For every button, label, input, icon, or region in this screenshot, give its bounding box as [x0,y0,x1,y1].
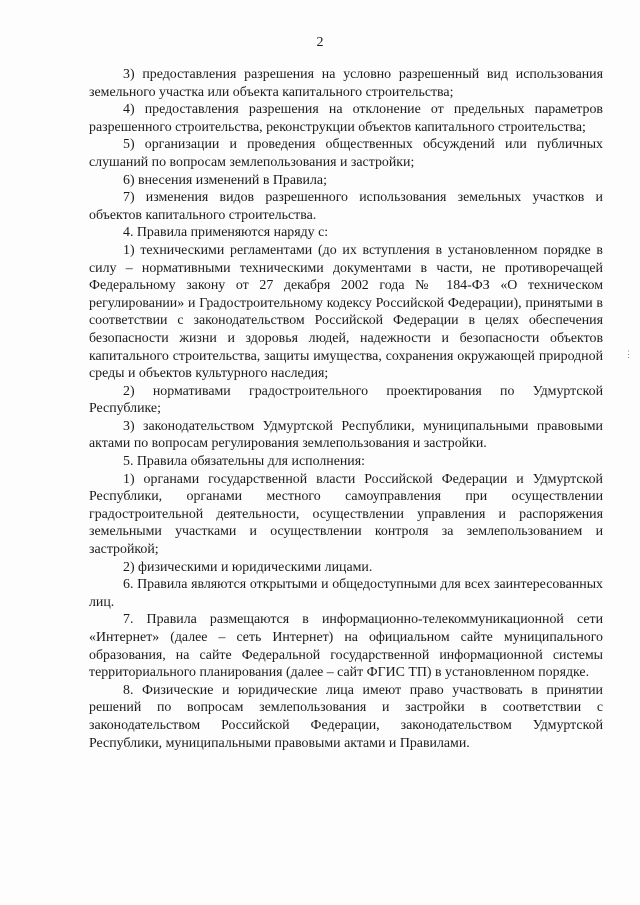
paragraph-section-4-item-2: 2) нормативами градостроительного проектирования по Удмуртской Республике; [89,383,603,417]
page-number: 2 [316,35,324,50]
paragraph-item-3-conditional-permit: 3) предоставления разрешения на условно разрешенный вид использования земельного участка или объекта капитального строительства; [89,67,603,100]
document-body [89,66,603,752]
paragraph-section-6: 6. Правила являются открытыми и общедоступными для всех заинтересованных лиц. [89,577,603,610]
paragraph-item-6-amendments: 6) внесения изменений в Правила; [123,172,327,188]
paragraph-item-5-public-hearings: 5) организации и проведения общественных обсуждений или публичных слушаний по вопросам землепользования и застройки; [89,137,603,170]
margin-scan-mark: ⋮ [624,349,633,359]
paragraph-item-7-land-use-change: 7) изменения видов разрешенного использования земельных участков и объектов капитального строительства. [89,190,603,223]
paragraph-section-5-item-1: 1) органами государственной власти Российской Федерации и Удмуртской Республики, органами местного самоуправления при осуществлении градостроительной деятельности, осуществлении управления и распоряжения земельными участками и осуществлении контроля за землепользованием и застройкой; [89,471,603,558]
paragraph-section-4-item-1: 1) техническими регламентами (до их вступления в установленном порядке в силу – нормативными техническими документами в части, не противоречащей Федеральному закону от 27 декабря 2002 года № 184-ФЗ «О техническом регулировании» и Градостроительному кодексу Российской Федерации), принятыми в соответствии с законодательством Российской Федерации в целях обеспечения безопасности жизни и здоровья людей, надежности и безопасности объектов капитального строительства, защиты имущества, сохранения окружающей природной среды и объектов культурного наследия; [89,242,603,382]
paragraph-section-7: 7. Правила размещаются в информационно-телекоммуникационной сети «Интернет» (далее – сеть Интернет) на официальном сайте муниципального образования, на сайте Федеральной государственной информационной системы территориального планирования (далее – сайт ФГИС ТП) в установленном порядке. [89,612,603,681]
paragraph-section-4-heading: 4. Правила применяются наряду с: [123,225,329,241]
paragraph-section-5-heading: 5. Правила обязательны для исполнения: [123,454,365,470]
paragraph-item-4-deviation-permit: 4) предоставления разрешения на отклонение от предельных параметров разрешенного строительства, реконструкции объектов капитального строительства; [89,102,603,135]
paragraph-section-8: 8. Физические и юридические лица имеют право участвовать в принятии решений по вопросам землепользования и застройки в соответствии с законодательством Российской Федерации, законодательством Удмуртской Республики, муниципальными правовыми актами и Правилами. [89,682,603,751]
paragraph-section-4-item-3: 3) законодательством Удмуртской Республики, муниципальными правовыми актами по вопросам регулирования землепользования и застройки. [89,418,603,452]
paragraph-section-5-item-2: 2) физическими и юридическими лицами. [123,559,373,575]
